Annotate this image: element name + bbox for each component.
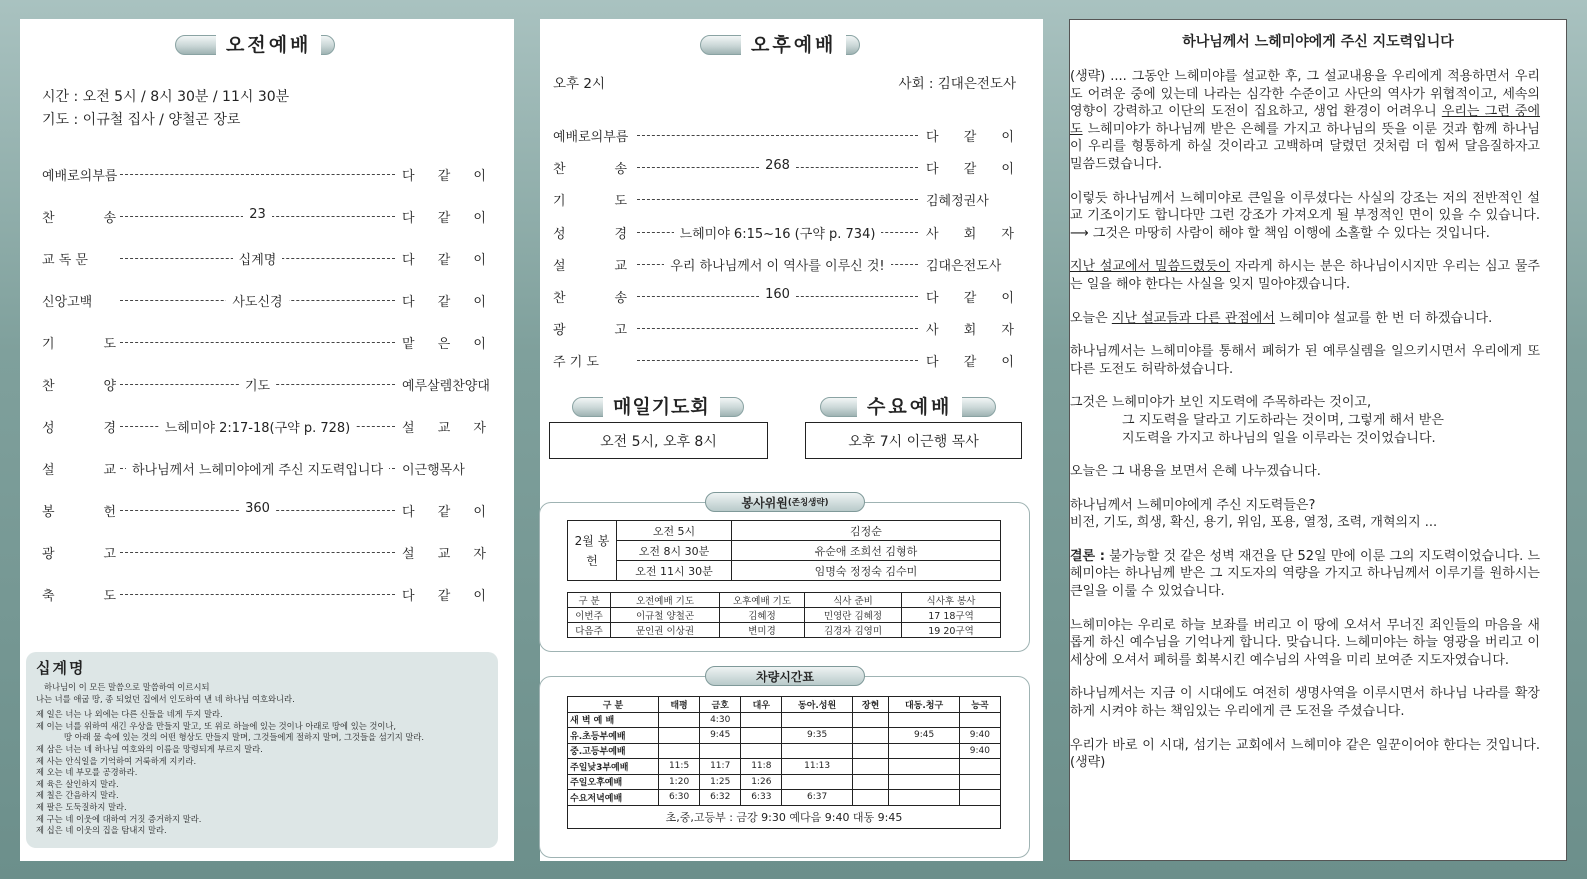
commandment-line: 땅 아래 물 속에 있는 것의 어떤 형상도 만들지 말며, 그것들에게 절하지 말며, 그것들을 섬기지 말라. xyxy=(64,732,425,743)
order-item-detail: 360 xyxy=(239,501,276,516)
order-item-detail-wrap xyxy=(637,287,918,302)
order-item-leader: 다 같 이 xyxy=(402,589,486,604)
duty-cell: 19 20구역 xyxy=(902,623,1001,638)
order-item-label: 신앙고백 xyxy=(42,295,93,310)
sermon-paragraph xyxy=(1070,258,1540,293)
vehicle-cell: 주일낮3부예배 xyxy=(568,759,659,775)
vehicle-cell: 11:7 xyxy=(700,759,741,775)
vehicle-cell: 6:32 xyxy=(700,790,741,806)
leader-line xyxy=(120,342,395,343)
commandment-line: 제 십은 네 이웃의 집을 탐내지 말라. xyxy=(36,825,167,836)
vehicle-cell: 11:13 xyxy=(782,759,852,775)
sermon-paragraph xyxy=(1070,548,1540,601)
order-item-label: 교 독 문 xyxy=(42,253,88,268)
sermon-underline: 지난 설교들과 다른 관점에서 xyxy=(1111,310,1275,326)
vehicle-cell: 6:37 xyxy=(782,790,852,806)
vehicle-cell: 6:30 xyxy=(659,790,700,806)
order-item-detail-wrap xyxy=(120,459,395,478)
vehicle-cell xyxy=(852,790,889,806)
leader-line xyxy=(637,135,918,136)
morning-worship-panel xyxy=(20,19,514,861)
leader-line xyxy=(120,594,395,595)
order-item-leader: 다 같 이 xyxy=(926,130,1014,145)
vehicle-cell: 9:40 xyxy=(959,728,1000,744)
vehicle-cell xyxy=(741,728,782,744)
sermon-text: 느헤미야가 하나님께 받은 은혜를 가지고 하나님의 뜻을 이룬 것과 함께 하나님이 우리를 형통하게 하실 것이라고 고백하며 달렸던 것처럼 더 힘써 달음질하자고 밀씀드렸습니다. xyxy=(1070,121,1540,172)
vehicle-cell: 9:45 xyxy=(889,728,959,744)
vehicle-cell xyxy=(659,712,700,728)
order-item-label: 봉 헌 xyxy=(42,505,116,520)
vehicle-cell: 11:8 xyxy=(741,759,782,775)
vehicle-cell: 주일오후예배 xyxy=(568,774,659,790)
sermon-text: 오늘은 xyxy=(1070,310,1108,326)
order-item-leader: 다 같 이 xyxy=(926,355,1014,371)
vehicle-cell xyxy=(852,759,889,775)
order-item-detail-wrap xyxy=(637,223,918,242)
commandment-line: 제 팔은 도둑질하지 말라. xyxy=(36,801,127,812)
vehicle-cell xyxy=(852,728,889,744)
offering-time: 오전 5시 xyxy=(617,521,732,541)
wednesday-time: 오후 7시 이근행 목사 xyxy=(805,422,1022,459)
order-item-leader: 다 같 이 xyxy=(926,291,1014,306)
order-item-label: 찬 송 xyxy=(42,211,116,226)
morning-time: 시간 : 오전 5시 / 8시 30분 / 11시 30분 xyxy=(42,89,290,105)
order-item-detail: 23 xyxy=(243,207,272,222)
vehicle-header: 구 분 xyxy=(568,697,659,713)
order-item-label: 광 고 xyxy=(42,547,116,562)
sermon-text: 그것은 느헤미야가 보인 지도력에 주목하라는 것이고, xyxy=(1070,395,1372,411)
leader-line xyxy=(120,174,395,175)
vehicle-cell: 1:20 xyxy=(659,774,700,790)
commandments-lines xyxy=(36,682,424,837)
vehicle-cell: 4:30 xyxy=(700,712,741,728)
sermon-paragraph: 느헤미야는 우리로 하늘 보좌를 버리고 이 땅에 오셔서 무너진 죄인들의 마음을 새롭게 하신 예수님을 기억나게 합니다. 맞습니다. 느헤미야는 하늘 영광을 버리고 이 세상에 오셔서 폐허를 회복시킨 예수님의 사역을 미리 보여준 지도자였습니다. xyxy=(1070,617,1540,668)
offering-table xyxy=(567,520,1001,581)
order-item-detail-wrap xyxy=(637,158,918,173)
commandments-box xyxy=(26,652,498,848)
offering-names: 유순애 조희선 김형하 xyxy=(732,541,1001,561)
vehicle-cell xyxy=(959,712,1000,728)
leader-line xyxy=(120,552,395,553)
order-item-leader: 설 교 자 xyxy=(402,421,486,436)
duty-header: 구 분 xyxy=(568,593,611,608)
sermon-paragraph: 오늘은 그 내용을 보면서 은혜 나누겠습니다. xyxy=(1070,464,1321,480)
vehicle-cell xyxy=(700,743,741,759)
afternoon-host: 사회 : 김대은전도사 xyxy=(898,76,1016,92)
order-item-detail-wrap xyxy=(637,255,918,274)
sermon-paragraph xyxy=(1070,394,1540,447)
duty-cell: 민영란 김혜정 xyxy=(805,608,902,623)
sermon-paragraph xyxy=(1070,310,1540,328)
offering-month: 2월 봉헌 xyxy=(568,521,617,581)
sermon-paragraph: 하나님께서는 느헤미야를 통해서 폐허가 된 예루실렘을 일으키시면서 우리에게 또 다른 도전도 허락하셨습니다. xyxy=(1070,344,1540,377)
duty-cell: 김혜정 xyxy=(720,608,805,623)
duty-cell: 17 18구역 xyxy=(902,608,1001,623)
sermon-paragraph: 하나님께서는 지금 이 시대에도 여전히 생명사역을 이루시면서 하나님 나라를 확장하게 시켜야 하는 책임있는 우리에게 큰 도전을 주셨습니다. xyxy=(1070,686,1540,720)
duty-table xyxy=(567,592,1001,638)
order-item-detail: 느헤미야 6:15~16 (구약 p. 734) xyxy=(674,227,882,242)
vehicle-cell xyxy=(741,743,782,759)
duty-header: 오후예배 기도 xyxy=(720,593,805,608)
duty-cell: 문인권 이상권 xyxy=(611,623,720,638)
vehicle-cell xyxy=(782,712,852,728)
order-item-label: 주 기 도 xyxy=(553,355,599,371)
order-item-leader: 다 같 이 xyxy=(402,505,486,520)
commandment-line: 하나님이 이 모든 말씀으로 말씀하여 이르시되 xyxy=(44,682,210,692)
sermon-underline: 지난 설교에서 밀씀드렸듯이 xyxy=(1070,259,1231,275)
afternoon-title: 오후예배 xyxy=(741,31,846,59)
order-item-detail: 160 xyxy=(759,287,796,302)
daily-prayer-title: 매일기도회 xyxy=(603,393,720,421)
leader-line xyxy=(637,199,918,200)
order-item-leader: 이근행목사 xyxy=(402,463,465,478)
offering-time: 오전 11시 30분 xyxy=(617,561,732,581)
order-item-detail: 느헤미야 2:17-18(구약 p. 728) xyxy=(159,421,357,436)
afternoon-time: 오후 2시 xyxy=(553,76,606,92)
order-item-leader: 다 같 이 xyxy=(402,295,486,310)
wednesday-title: 수요예배 xyxy=(857,393,962,421)
order-item-detail: 사도신경 xyxy=(226,295,288,310)
order-item-detail-wrap xyxy=(120,417,395,436)
daily-prayer-ribbon xyxy=(572,397,744,417)
vehicle-cell xyxy=(889,790,959,806)
order-item-detail-wrap xyxy=(120,207,395,222)
order-item-detail-wrap xyxy=(120,501,395,516)
service-committee-ribbon xyxy=(705,492,865,512)
commandment-line: 제 구는 네 이웃에 대하여 거짓 증거하지 말라. xyxy=(36,813,202,824)
vehicle-footer: 초,중,고등부 : 금강 9:30 예다음 9:40 대동 9:45 xyxy=(568,805,1001,828)
vehicle-cell: 9:45 xyxy=(700,728,741,744)
vehicle-cell xyxy=(659,728,700,744)
wednesday-ribbon xyxy=(820,397,996,417)
order-item-label: 예배로의부름 xyxy=(553,130,629,145)
order-item-label: 성 경 xyxy=(42,421,116,436)
sermon-underline: 우리는 그런 중에도 xyxy=(1070,104,1541,137)
vehicle-cell xyxy=(959,774,1000,790)
vehicle-cell xyxy=(782,774,852,790)
order-item-leader: 김대은전도사 xyxy=(926,258,1002,274)
vehicle-cell: 수요저녁예배 xyxy=(568,790,659,806)
sermon-text: 그 지도력을 달라고 기도하라는 것이며, 그렇게 해서 받은 xyxy=(1122,412,1444,428)
leader-line xyxy=(637,360,918,361)
offering-names: 김정순 xyxy=(732,521,1001,541)
vehicle-cell: 6:33 xyxy=(741,790,782,806)
afternoon-worship-panel xyxy=(540,19,1043,861)
vehicle-cell xyxy=(852,712,889,728)
vehicle-row xyxy=(568,759,1001,775)
order-item-label: 성 경 xyxy=(553,226,627,242)
order-item-label: 찬 양 xyxy=(42,379,116,394)
vehicle-cell: 9:40 xyxy=(959,743,1000,759)
vehicle-header: 능곡 xyxy=(959,697,1000,713)
offering-time: 오전 8시 30분 xyxy=(617,541,732,561)
afternoon-title-ribbon xyxy=(700,35,860,55)
sermon-text: 비전, 기도, 희생, 확신, 용기, 위임, 포용, 열정, 조력, 개혁의지 ... xyxy=(1070,515,1438,531)
duty-cell: 변미경 xyxy=(720,623,805,638)
vehicle-cell: 중.고등부예배 xyxy=(568,743,659,759)
service-committee-title: 봉사위원 xyxy=(741,495,788,510)
duty-cell: 이번주 xyxy=(568,608,611,623)
morning-title-ribbon xyxy=(175,35,335,55)
vehicle-row xyxy=(568,774,1001,790)
sermon-conclusion-label: 결론 : xyxy=(1070,548,1105,564)
order-item-leader: 다 같 이 xyxy=(926,162,1014,178)
order-item-leader: 사 회 자 xyxy=(926,323,1014,339)
vehicle-cell xyxy=(889,759,959,775)
sermon-paragraph: 우리가 바로 이 시대, 섬기는 교회에서 느헤미야 같은 일꾼이어야 한다는 것입니다.(생략) xyxy=(1070,737,1540,771)
duty-header: 식사 준비 xyxy=(805,593,902,608)
offering-names: 임명숙 정정숙 김수미 xyxy=(732,561,1001,581)
vehicle-row xyxy=(568,728,1001,744)
commandment-line: 제 일은 너는 나 외에는 다른 신들을 네게 두지 말라. xyxy=(36,709,223,720)
order-item-label: 기 도 xyxy=(42,337,116,352)
duty-header: 식사후 봉사 xyxy=(902,593,1001,608)
vehicle-cell: 11:5 xyxy=(659,759,700,775)
vehicle-row xyxy=(568,743,1001,759)
order-item-leader: 다 같 이 xyxy=(402,211,486,226)
order-item-label: 기 도 xyxy=(553,194,627,210)
sermon-body xyxy=(1070,68,1540,772)
order-item-detail: 하나님께서 느헤미야에게 주신 지도력입니다 xyxy=(126,463,389,478)
vehicle-cell xyxy=(889,774,959,790)
order-item-leader: 다 같 이 xyxy=(402,169,486,184)
vehicle-header: 장현 xyxy=(852,697,889,713)
sermon-text: 불가능할 것 같은 성벽 재건을 단 52일 만에 이룬 그의 지도력이었습니다. 느헤미야는 하나님께 받은 그 지도자의 역량을 가지고 하나님께서 이루기를 원하시는 큰일을 이룰 수 있었습니다. xyxy=(1070,548,1541,600)
order-item-label: 설 교 xyxy=(42,463,116,478)
vehicle-cell xyxy=(782,743,852,759)
commandment-line: 제 칠은 간음하지 말라. xyxy=(36,790,119,801)
order-item-detail: 우리 하나님께서 이 역사를 이루신 것! xyxy=(664,259,890,274)
commandment-line: 나는 너를 애굽 땅, 종 되었던 집에서 인도하여 낸 네 하나님 여호와니라. xyxy=(36,693,295,704)
vehicle-cell: 1:25 xyxy=(700,774,741,790)
order-item-detail: 기도 xyxy=(239,379,276,394)
sermon-paragraph: 이렇듯 하나님께서 느헤미야로 큰일을 이루셨다는 사실의 강조는 저의 전반적인 설교 기조이기도 합니다만 그런 강조가 가져오게 될 부정적인 면이 있을 수 있습니다. ⟶ 그것은 마땅히 사람이 해야 할 책임 이행에 소홀할 수 있다는 것입니다. xyxy=(1070,190,1540,241)
vehicle-cell xyxy=(889,712,959,728)
order-item-label: 축 도 xyxy=(42,589,116,604)
service-committee-note: (존칭생략) xyxy=(787,498,829,508)
order-item-leader: 다 같 이 xyxy=(402,253,486,268)
vehicle-cell xyxy=(659,743,700,759)
order-item-label: 설 교 xyxy=(553,258,627,274)
vehicle-cell: 새 벽 예 배 xyxy=(568,712,659,728)
vehicle-header: 동아.성원 xyxy=(782,697,852,713)
order-item-detail-wrap xyxy=(120,291,395,310)
sermon-panel xyxy=(1069,19,1567,861)
vehicle-header: 금호 xyxy=(700,697,741,713)
morning-title: 오전예배 xyxy=(216,31,321,59)
commandments-title: 십계명 xyxy=(36,659,86,677)
vehicle-header: 태평 xyxy=(659,697,700,713)
vehicle-cell xyxy=(959,759,1000,775)
duty-cell: 다음주 xyxy=(568,623,611,638)
daily-prayer-time: 오전 5시, 오후 8시 xyxy=(549,422,768,459)
order-item-label: 찬 송 xyxy=(553,162,627,178)
sermon-text: (생략) .... 그동안 느헤미야를 설교한 후, 그 설교내용을 우리에게 적용하면서 우리도 어려운 중에 있는데 나라는 심각한 수준이고 사단의 역사가 위협적이고, 세속의 영향이 강력하고 이단의 도전이 집요하고, 생업 환경이 어려우니 xyxy=(1070,69,1540,120)
vehicle-cell: 유.초등부예배 xyxy=(568,728,659,744)
order-item-leader: 설 교 자 xyxy=(402,547,486,562)
sermon-paragraph xyxy=(1070,68,1540,174)
vehicle-cell xyxy=(852,774,889,790)
order-item-detail-wrap xyxy=(120,375,395,394)
morning-prayer: 기도 : 이규철 집사 / 양철곤 장로 xyxy=(42,112,241,128)
vehicle-cell: 1:26 xyxy=(741,774,782,790)
order-item-detail: 268 xyxy=(759,158,796,173)
vehicle-ribbon xyxy=(705,666,865,686)
sermon-text: 하나님께서 느헤미야에게 주신 지도력들은? xyxy=(1070,497,1316,513)
commandment-line: 제 사는 안식일을 기억하여 거룩하게 지키라. xyxy=(36,755,197,766)
order-item-label: 광 고 xyxy=(553,323,627,339)
order-item-detail: 십계명 xyxy=(233,253,283,268)
vehicle-row xyxy=(568,790,1001,806)
vehicle-header: 대동.청구 xyxy=(889,697,959,713)
vehicle-cell xyxy=(741,712,782,728)
commandment-line: 제 삼은 너는 네 하나님 여호와의 이름을 망령되게 부르지 말라. xyxy=(36,743,263,754)
commandment-line: 제 이는 너를 위하여 새긴 우상을 만들지 말고, 또 위로 하늘에 있는 것이나 아래로 땅에 있는 것이나, xyxy=(36,720,397,731)
duty-cell: 이규철 양철곤 xyxy=(611,608,720,623)
sermon-text: 느헤미야 설교를 한 번 더 하겠습니다. xyxy=(1279,310,1493,326)
commandment-line: 제 육은 살인하지 말라. xyxy=(36,778,119,789)
vehicle-cell xyxy=(959,790,1000,806)
sermon-title: 하나님께서 느헤미야에게 주신 지도력입니다 xyxy=(1182,34,1454,50)
order-item-label: 찬 송 xyxy=(553,291,627,306)
vehicle-table xyxy=(567,696,1001,829)
vehicle-row xyxy=(568,712,1001,728)
vehicle-header: 대우 xyxy=(741,697,782,713)
duty-header: 오전예배 기도 xyxy=(611,593,720,608)
order-item-label: 예배로의부름 xyxy=(42,169,118,184)
vehicle-title: 차량시간표 xyxy=(756,669,814,684)
vehicle-cell xyxy=(852,743,889,759)
duty-cell: 김경자 김영미 xyxy=(805,623,902,638)
vehicle-cell xyxy=(889,743,959,759)
sermon-text: 자라게 하시는 분은 하나님이시지만 우리는 심고 물주는 일을 해야 한다는 사실을 잊지 밀아야겠습니다. xyxy=(1070,259,1540,292)
order-item-leader: 예루살렘찬양대 xyxy=(402,379,490,394)
order-item-detail-wrap xyxy=(120,249,395,268)
commandment-line: 제 오는 네 부모를 공경하라. xyxy=(36,767,138,778)
sermon-text: 지도력을 가지고 하나님의 일을 이루라는 것이었습니다. xyxy=(1122,430,1436,446)
sermon-paragraph xyxy=(1070,497,1540,532)
vehicle-cell: 9:35 xyxy=(782,728,852,744)
order-item-leader: 사 회 자 xyxy=(926,226,1014,242)
order-item-leader: 김혜정권사 xyxy=(926,194,989,210)
leader-line xyxy=(637,328,918,329)
order-item-leader: 맡 은 이 xyxy=(402,337,486,352)
